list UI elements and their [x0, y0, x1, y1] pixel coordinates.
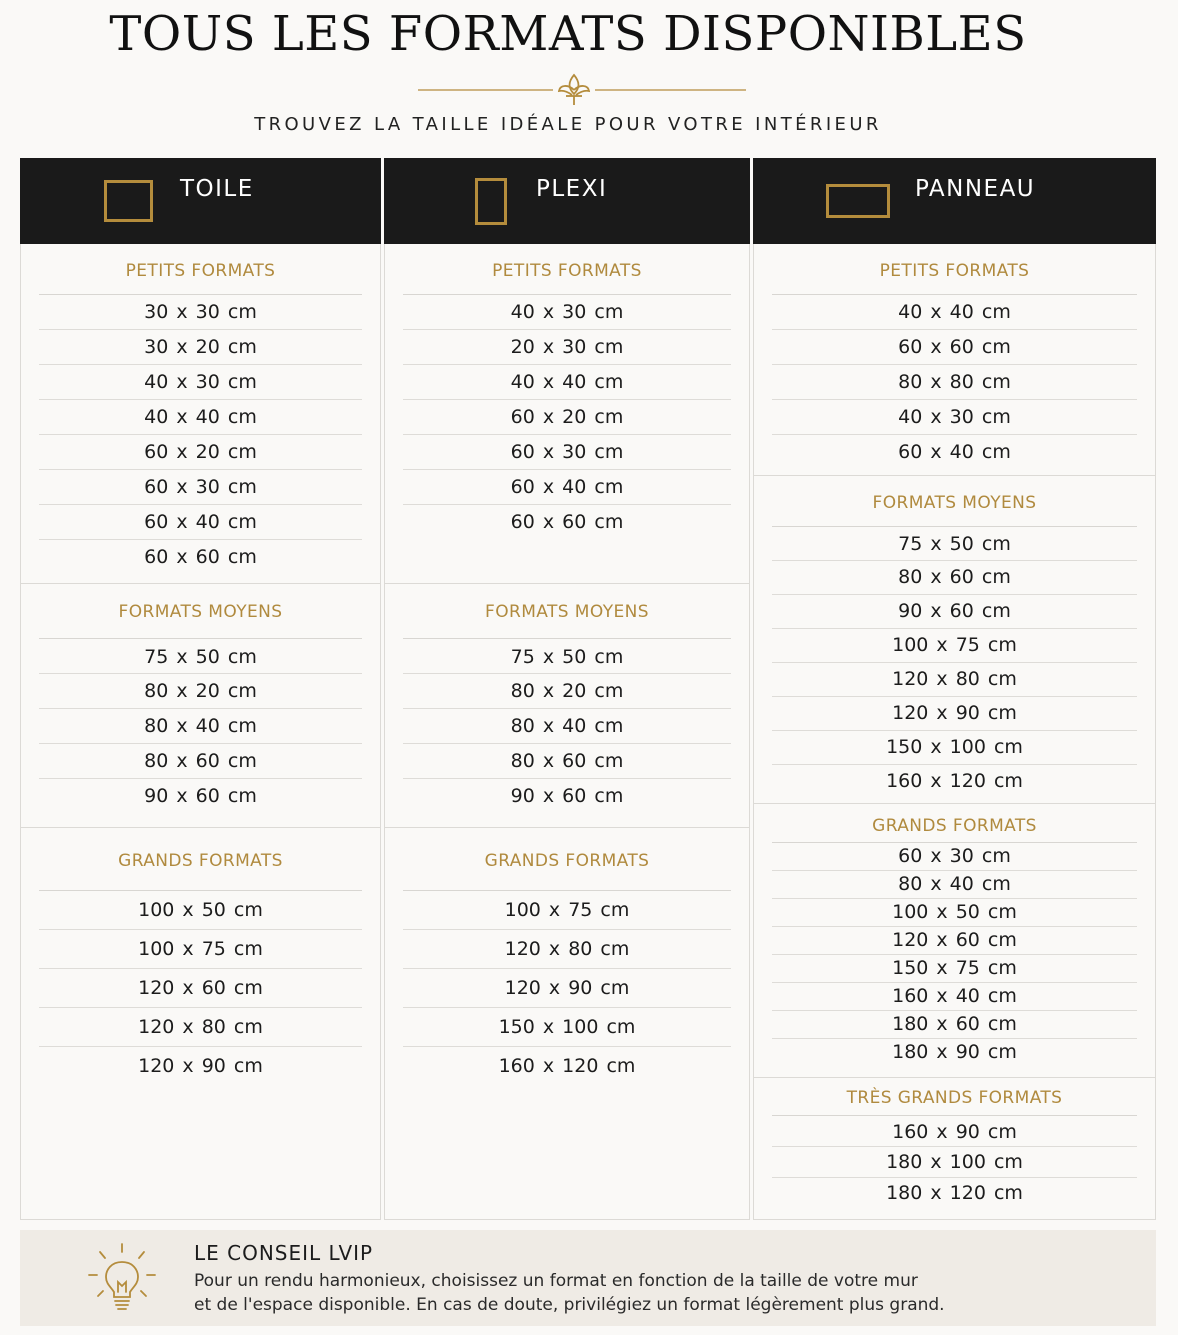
size-row: 20 x 30 cm: [403, 330, 731, 365]
section-formats-moyens: [753, 476, 1156, 804]
size-row: 75 x 50 cm: [39, 639, 362, 674]
section-petits-formats: [384, 244, 750, 584]
section-title: GRANDS FORMATS: [403, 828, 731, 891]
section-formats-moyens: [384, 584, 750, 828]
size-row: 75 x 50 cm: [772, 527, 1137, 561]
section-title: PETITS FORMATS: [772, 244, 1137, 295]
size-row: 100 x 50 cm: [772, 899, 1137, 927]
landscape-frame-icon: [826, 184, 890, 218]
tip-box: [20, 1230, 1156, 1326]
size-row: 40 x 30 cm: [39, 365, 362, 400]
size-row: 80 x 20 cm: [39, 674, 362, 709]
size-row: 80 x 80 cm: [772, 365, 1137, 400]
column-header-plexi: [384, 158, 750, 244]
size-row: 90 x 60 cm: [510, 785, 624, 807]
portrait-frame-icon: [475, 178, 507, 225]
size-row: 120 x 60 cm: [772, 927, 1137, 955]
column-header-toile: [20, 158, 381, 244]
size-row: 160 x 120 cm: [886, 770, 1023, 792]
size-row: 160 x 120 cm: [498, 1055, 636, 1077]
size-row: 160 x 40 cm: [772, 983, 1137, 1011]
size-row: 80 x 60 cm: [772, 561, 1137, 595]
section-title: PETITS FORMATS: [39, 244, 362, 295]
section-petits-formats: [753, 244, 1156, 476]
section-tres-grands-formats: [753, 1078, 1156, 1220]
size-row: 40 x 30 cm: [772, 400, 1137, 435]
size-row: 100 x 75 cm: [772, 629, 1137, 663]
tip-text-line: Pour un rendu harmonieux, choisissez un format en fonction de la taille de votre mur: [194, 1271, 918, 1291]
size-row: 75 x 50 cm: [403, 639, 731, 674]
column-plexi: [384, 158, 750, 1220]
size-row: 60 x 40 cm: [898, 441, 1011, 463]
size-row: 40 x 40 cm: [772, 295, 1137, 330]
size-row: 100 x 75 cm: [39, 930, 362, 969]
size-row: 40 x 30 cm: [403, 295, 731, 330]
size-row: 180 x 90 cm: [892, 1041, 1017, 1063]
size-row: 60 x 60 cm: [772, 330, 1137, 365]
section-title: GRANDS FORMATS: [772, 804, 1137, 843]
size-row: 60 x 30 cm: [39, 470, 362, 505]
size-row: 30 x 20 cm: [39, 330, 362, 365]
page-title: TOUS LES FORMATS DISPONIBLES: [109, 6, 1027, 62]
size-row: 150 x 100 cm: [772, 731, 1137, 765]
size-row: 80 x 40 cm: [39, 709, 362, 744]
column-title: PANNEAU: [915, 176, 1036, 202]
section-grands-formats: [20, 828, 381, 1220]
size-row: 60 x 20 cm: [39, 435, 362, 470]
size-row: 160 x 90 cm: [772, 1116, 1137, 1147]
size-row: 90 x 60 cm: [772, 595, 1137, 629]
size-row: 40 x 40 cm: [39, 400, 362, 435]
size-row: 150 x 75 cm: [772, 955, 1137, 983]
size-row: 80 x 60 cm: [39, 744, 362, 779]
size-row: 80 x 20 cm: [403, 674, 731, 709]
column-title: TOILE: [180, 176, 254, 202]
size-row: 100 x 75 cm: [403, 891, 731, 930]
size-row: 100 x 50 cm: [39, 891, 362, 930]
section-title: PETITS FORMATS: [403, 244, 731, 295]
section-petits-formats: [20, 244, 381, 584]
column-panneau: [753, 158, 1156, 1220]
tip-text-line: et de l'espace disponible. En cas de doute, privilégiez un format légèrement plus grand.: [194, 1295, 945, 1315]
section-grands-formats: [384, 828, 750, 1220]
size-row: 60 x 30 cm: [403, 435, 731, 470]
lightbulb-icon: [86, 1240, 158, 1316]
size-row: 80 x 60 cm: [403, 744, 731, 779]
section-title: FORMATS MOYENS: [39, 584, 362, 639]
size-row: 120 x 60 cm: [39, 969, 362, 1008]
size-row: 120 x 90 cm: [138, 1055, 263, 1077]
size-row: 60 x 60 cm: [510, 511, 624, 533]
size-row: 60 x 60 cm: [144, 546, 257, 568]
size-row: 60 x 40 cm: [39, 505, 362, 540]
section-title: GRANDS FORMATS: [39, 828, 362, 891]
column-title: PLEXI: [536, 176, 608, 202]
size-row: 150 x 100 cm: [403, 1008, 731, 1047]
size-row: 30 x 30 cm: [39, 295, 362, 330]
tip-title: LE CONSEIL LVIP: [194, 1241, 374, 1265]
size-row: 80 x 40 cm: [403, 709, 731, 744]
size-row: 120 x 90 cm: [772, 697, 1137, 731]
size-row: 90 x 60 cm: [144, 785, 257, 807]
section-formats-moyens: [20, 584, 381, 828]
section-grands-formats: [753, 804, 1156, 1078]
size-row: 180 x 120 cm: [886, 1182, 1023, 1204]
column-header-panneau: [753, 158, 1156, 244]
fleur-de-lis-ornament-icon: [388, 72, 748, 108]
size-row: 180 x 100 cm: [772, 1147, 1137, 1178]
size-row: 60 x 40 cm: [403, 470, 731, 505]
size-row: 120 x 80 cm: [772, 663, 1137, 697]
size-row: 80 x 40 cm: [772, 871, 1137, 899]
page-subtitle: TROUVEZ LA TAILLE IDÉALE POUR VOTRE INTÉRIEUR: [254, 114, 882, 135]
section-title: FORMATS MOYENS: [403, 584, 731, 639]
size-row: 60 x 20 cm: [403, 400, 731, 435]
size-row: 120 x 90 cm: [403, 969, 731, 1008]
column-toile: [20, 158, 381, 1220]
size-row: 120 x 80 cm: [39, 1008, 362, 1047]
square-frame-icon: [104, 180, 153, 222]
section-title: TRÈS GRANDS FORMATS: [772, 1078, 1137, 1116]
size-row: 120 x 80 cm: [403, 930, 731, 969]
section-title: FORMATS MOYENS: [772, 476, 1137, 527]
size-row: 180 x 60 cm: [772, 1011, 1137, 1039]
size-row: 60 x 30 cm: [772, 843, 1137, 871]
size-row: 40 x 40 cm: [403, 365, 731, 400]
